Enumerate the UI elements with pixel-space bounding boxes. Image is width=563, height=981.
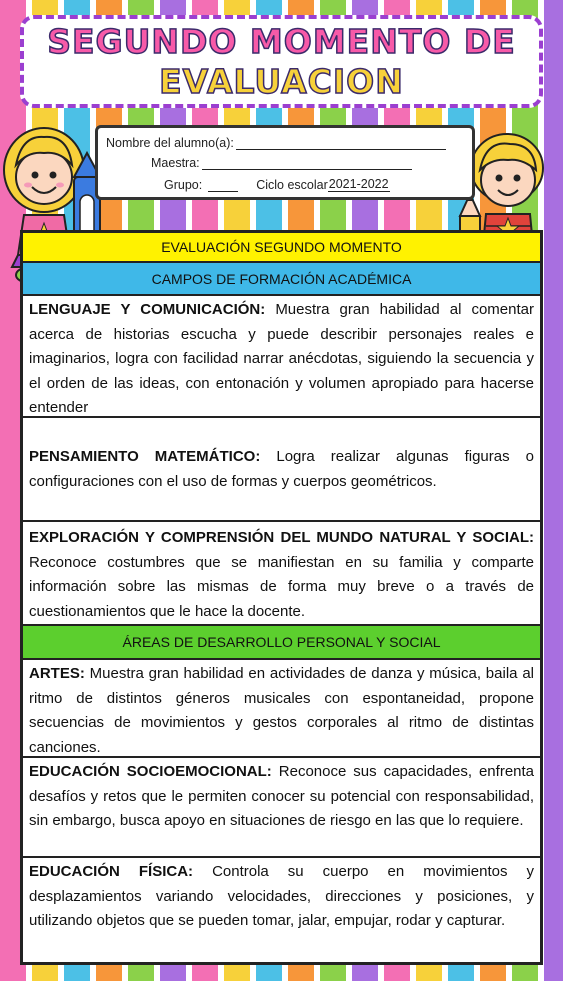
student-info-box <box>95 125 475 200</box>
personal-areas-header: ÁREAS DE DESARROLLO PERSONAL Y SOCIAL <box>23 626 540 660</box>
teacher-row <box>151 156 412 170</box>
section-exploracion <box>23 522 540 626</box>
section-fisica-label: EDUCACIÓN FÍSICA: <box>29 863 194 880</box>
cycle-value: 2021-2022 <box>328 177 389 191</box>
section-exploracion-text: Reconoce costumbres que se manifiestan en su familia y comparte información sobre las mismas de forma muy breve o a través de cuestionamientos que le hace la docente. <box>29 553 534 620</box>
title-banner <box>20 15 543 108</box>
student-name-label: Nombre del alumno(a): <box>106 136 234 150</box>
section-socioemocional-label: EDUCACIÓN SOCIOEMOCIONAL: <box>29 763 272 780</box>
group-row <box>164 177 390 192</box>
group-field[interactable] <box>208 180 238 192</box>
teacher-label: Maestra: <box>151 156 200 170</box>
section-artes-label: ARTES: <box>29 665 85 682</box>
section-artes <box>23 660 540 758</box>
group-label: Grupo: <box>164 178 203 192</box>
section-lenguaje-text: Muestra gran habilidad al comentar acerca de historias escucha y puede describir personajes reales e imaginarios, logra con facilidad narrar anécdotas, siguiendo la secuencia y el orden de las ideas, con entonación y volumen apropiado para hacerse entender <box>29 301 534 416</box>
section-artes-text: Muestra gran habilidad en actividades de danza y música, baila al ritmo de distintos géneros musicales con espontaneidad, propone secuencias de movimientos y gestos corporales al ritmo de distintas canciones. <box>29 665 534 756</box>
cycle-label: Ciclo escolar <box>256 178 328 192</box>
section-pensamiento <box>23 418 540 522</box>
section-pensamiento-text: Logra realizar algunas figuras o configuraciones con el uso de formas y cuerpos geométricos. <box>29 448 534 490</box>
section-socioemocional-text: Reconoce sus capacidades, enfrenta desafíos y retos que le permiten conocer su potencial con responsabilidad, sin embargo, busca apoyo en situaciones de riesgo en las que lo requiere. <box>29 763 535 829</box>
teacher-field[interactable] <box>202 158 412 170</box>
title-line-2: EVALUACION <box>159 61 404 101</box>
evaluation-header: EVALUACIÓN SEGUNDO MOMENTO <box>23 233 540 263</box>
section-socioemocional <box>23 758 540 858</box>
section-pensamiento-label: PENSAMIENTO MATEMÁTICO: <box>29 448 261 465</box>
title-line-1: SEGUNDO MOMENTO DE <box>47 21 516 61</box>
section-exploracion-label: EXPLORACIÓN Y COMPRENSIÓN DEL MUNDO NATURAL Y SOCIAL: <box>29 529 534 546</box>
section-fisica <box>23 858 540 960</box>
section-fisica-text: Controla su cuerpo en movimientos y desplazamientos variando velocidades, direcciones y posiciones, y utilizando objetos que se pueden tomar, jalar, empujar, rodar y capturar. <box>29 863 534 929</box>
section-lenguaje <box>23 296 540 418</box>
student-name-field[interactable] <box>236 138 446 150</box>
section-lenguaje-label: LENGUAJE Y COMUNICACIÓN: <box>29 301 266 318</box>
evaluation-document <box>20 230 543 965</box>
academic-fields-header: CAMPOS DE FORMACIÓN ACADÉMICA <box>23 263 540 296</box>
student-name-row <box>106 136 446 150</box>
